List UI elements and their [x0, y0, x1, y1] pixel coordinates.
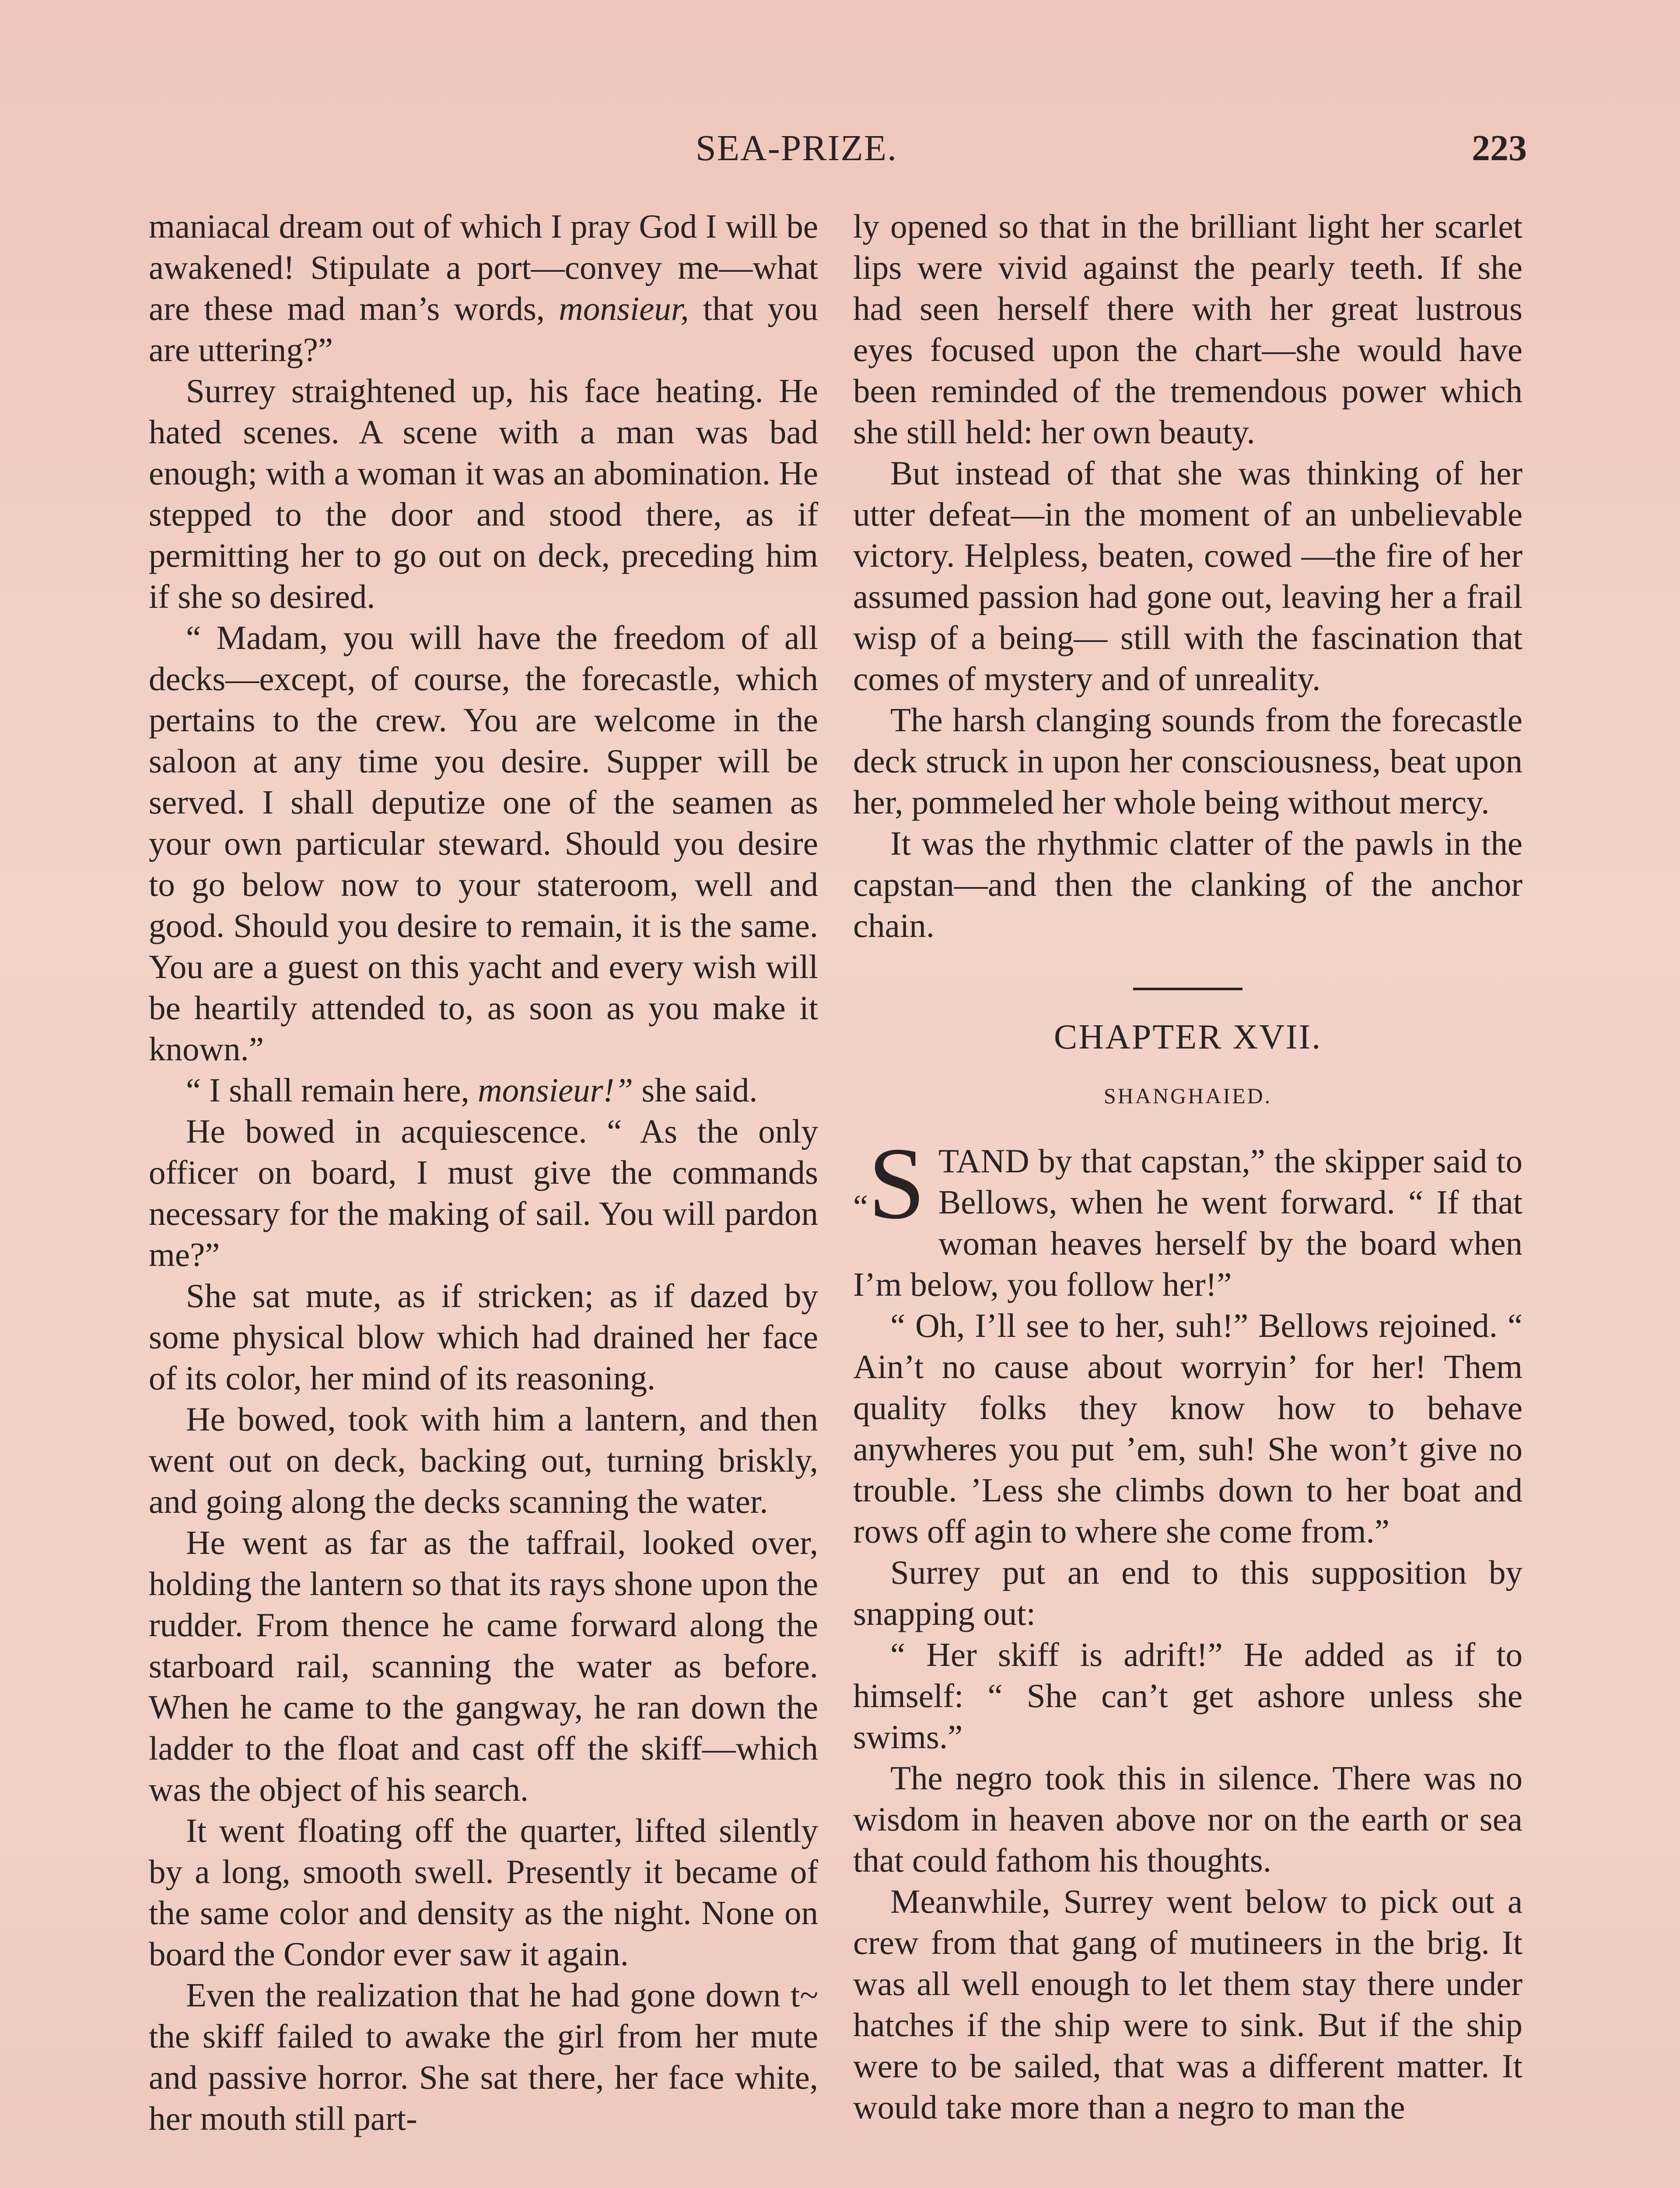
- paragraph: The harsh clanging sounds from the forecastle deck struck in upon her consciousness, beat upon her, pommeled her whole being without mercy.: [853, 701, 1522, 821]
- paragraph: “ Her skiff is adrift!” He added as if to himself: “ She can’t get ashore unless she swims.”: [853, 1636, 1522, 1756]
- paragraph: It was the rhythmic clatter of the pawls in the capstan—and then the clanking of the anchor chain.: [853, 824, 1522, 944]
- paragraph: The negro took this in silence. There was no wisdom in heaven above nor on the earth or sea that could fathom his thoughts.: [853, 1759, 1522, 1879]
- paragraph: “ I shall remain here, monsieur!” she said.: [186, 1071, 758, 1109]
- paragraph: Surrey put an end to this supposition by snapping out:: [853, 1553, 1522, 1632]
- paragraph: “ Madam, you will have the freedom of all decks—except, of course, the forecastle, which pertains to the crew. You are welcome in the saloon at any time you desire. Supper will be served. I shall deputize one of the seamen as your own particular steward. Should you desire to go below now to your stateroom, well and good. Should you desire to remain, it is the same. You are a guest on this yacht and every wish will be heartily attended to, as soon as you make it known.”: [149, 619, 818, 1068]
- running-head: SEA-PRIZE.: [696, 128, 897, 168]
- paragraph: ly opened so that in the brilliant light her scarlet lips were vivid against the pearly teeth. If she had seen herself there with her great lustrous eyes focused upon the chart—she would have been reminded of the tremendous power which she still held: her own beauty.: [853, 207, 1522, 451]
- paragraph: maniacal dream out of which I pray God I will be awakened! Stipulate a port—convey me—what are these mad man’s words, monsieur, that you are uttering?”: [149, 207, 818, 368]
- right-column: [853, 206, 1522, 2128]
- drop-cap: “S: [853, 1126, 925, 1240]
- paragraph: Even the realization that he had gone down t~ the skiff failed to awake the girl from her mute and passive horror. She sat there, her face white, her mouth still part-: [149, 1976, 818, 2137]
- chapter-title: CHAPTER XVII.: [1054, 1018, 1322, 1056]
- chapter-subtitle: SHANGHAIED.: [1103, 1083, 1272, 1108]
- paragraph: But instead of that she was thinking of her utter defeat—in the moment of an unbelievable victory. Helpless, beaten, cowed —the fire of her assumed passion had gone out, leaving her a frail wisp of a being— still with the fascination that comes of mystery and of unreality.: [853, 454, 1522, 698]
- paragraph: He bowed in acquiescence. “ As the only officer on board, I must give the commands necessary for the making of sail. You will pardon me?”: [149, 1112, 818, 1273]
- chapter-opening-paragraph: “S TAND by that capstan,” the skipper said to Bellows, when he went forward. “ If that woman heaves herself by the board when I’m below, you follow her!”: [853, 1126, 1522, 1303]
- left-column: [149, 206, 818, 2139]
- paragraph: He bowed, took with him a lantern, and then went out on deck, backing out, turning briskly, and going along the decks scanning the water.: [149, 1400, 818, 1520]
- paragraph: “ Oh, I’ll see to her, suh!” Bellows rejoined. “ Ain’t no cause about worryin’ for her! Them quality folks they know how to behave anywheres you put ’em, suh! She won’t give no trouble. ’Less she climbs down to her boat and rows off agin to where she come from.”: [853, 1307, 1522, 1550]
- paragraph: Surrey straightened up, his face heating. He hated scenes. A scene with a man was bad enough; with a woman it was an abomination. He stepped to the door and stood there, as if permitting her to go out on deck, preceding him if she so desired.: [149, 372, 818, 615]
- paragraph: Meanwhile, Surrey went below to pick out a crew from that gang of mutineers in the brig. It was all well enough to let them stay there under hatches if the ship were to sink. But if the ship were to be sailed, that was a different matter. It would take more than a negro to man the: [853, 1883, 1522, 2126]
- paragraph: She sat mute, as if stricken; as if dazed by some physical blow which had drained her face of its color, her mind of its reasoning.: [149, 1277, 818, 1397]
- paragraph: It went floating off the quarter, lifted silently by a long, smooth swell. Presently it became of the same color and density as the night. None on board the Condor ever saw it again.: [149, 1812, 818, 1973]
- section-divider: [1133, 988, 1242, 990]
- page-number: 223: [1472, 128, 1527, 168]
- paragraph: He went as far as the taffrail, looked over, holding the lantern so that its rays shone upon the rudder. From thence he came forward along the starboard rail, scanning the water as before. When he came to the gangway, he ran down the ladder to the float and cast off the skiff—which was the object of his search.: [149, 1524, 818, 1808]
